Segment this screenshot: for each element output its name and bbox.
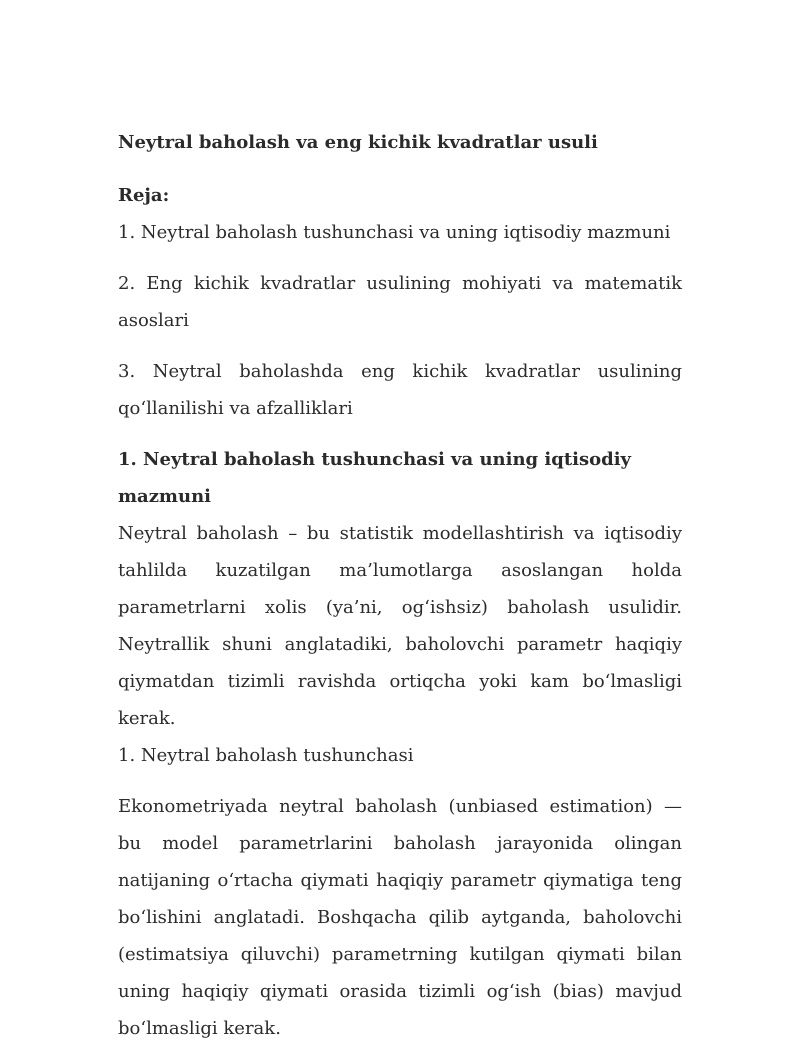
plan-label: Reja: xyxy=(118,185,170,206)
document-page xyxy=(118,124,682,1047)
plan-item-1: 1. Neytral baholash tushunchasi va uning iqtisodiy mazmuni xyxy=(118,222,671,243)
section-paragraph-2: Ekonometriyada neytral baholash (unbiased estimation) — bu model parametrlarini baholash jarayonida olingan natijaning o‘rtacha qiymati haqiqiy parametr qiymatiga teng bo‘lishini anglatadi. Boshqacha qilib aytganda, baholovchi (estimatsiya qiluvchi) parametrning kutilgan qiymati bilan uning haqiqiy qiymati orasida tizimli og‘ish (bias) mavjud bo‘lmasligi kerak. xyxy=(118,796,682,1039)
document-title: Neytral baholash va eng kichik kvadratlar usuli xyxy=(118,132,598,153)
plan-item-2: 2. Eng kichik kvadratlar usulining mohiyati va matematik asoslari xyxy=(118,273,682,331)
plan-item-3: 3. Neytral baholashda eng kichik kvadratlar usulining qo‘llanilishi va afzalliklari xyxy=(118,361,682,419)
section-subheading: 1. Neytral baholash tushunchasi xyxy=(118,745,414,766)
section-heading: 1. Neytral baholash tushunchasi va uning iqtisodiy mazmuni xyxy=(118,449,631,507)
section-paragraph: Neytral baholash – bu statistik modellashtirish va iqtisodiy tahlilda kuzatilgan ma’lumotlarga asoslangan holda parametrlarni xolis (ya’ni, og‘ishsiz) baholash usulidir. Neytrallik shuni anglatadiki, baholovchi parametr haqiqiy qiymatdan tizimli ravishda ortiqcha yoki kam bo‘lmasligi kerak. xyxy=(118,523,682,729)
